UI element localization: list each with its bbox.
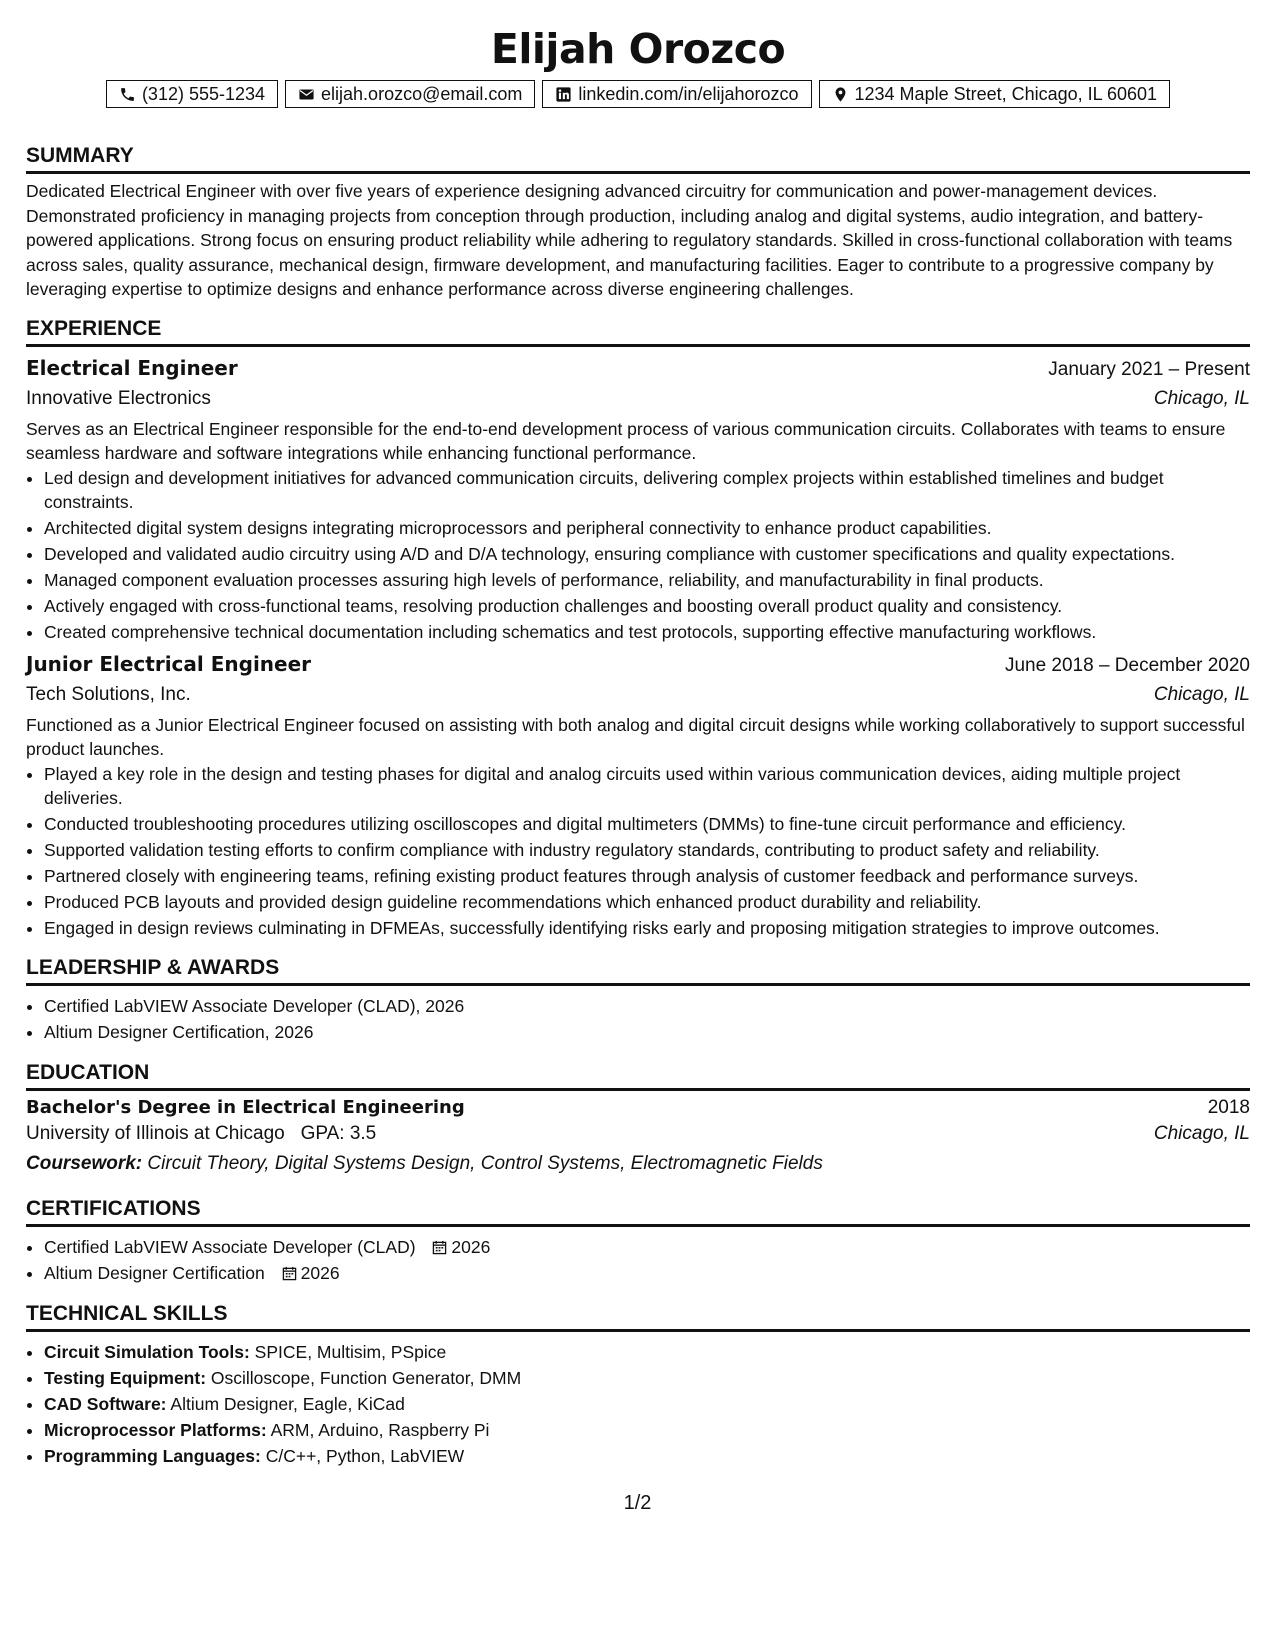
graduation-year: 2018 bbox=[1207, 1097, 1250, 1118]
job-company-row bbox=[26, 680, 1250, 710]
job-title: Junior Electrical Engineer bbox=[26, 651, 312, 676]
list-item: • Altium Designer Certification, 2026 bbox=[44, 1020, 1250, 1045]
skill-value: Altium Designer, Eagle, KiCad bbox=[170, 1393, 405, 1414]
job-bullets bbox=[26, 466, 1250, 645]
list-item bbox=[44, 1340, 1250, 1365]
skill-label: Circuit Simulation Tools: bbox=[44, 1341, 250, 1362]
list-item: • Actively engaged with cross-functional teams, resolving production challenges and boosting overall product quality and consistency. bbox=[44, 594, 1250, 619]
list-item: • Produced PCB layouts and provided design guideline recommendations which enhanced product durability and reliability. bbox=[44, 890, 1250, 915]
list-item: • Managed component evaluation processes assuring high levels of performance, reliability, and manufacturability in final products. bbox=[44, 568, 1250, 593]
job-description: Serves as an Electrical Engineer responsible for the end-to-end development process of various communication circuits. Collaborates with teams to ensure seamless hardware and software integrations while enhancing functional performance. bbox=[26, 418, 1226, 463]
phone-icon bbox=[119, 86, 136, 103]
map-pin-icon bbox=[832, 86, 849, 103]
job-description: Functioned as a Junior Electrical Engineer focused on assisting with both analog and digital circuit designs while working collaboratively to support successful product launches. bbox=[26, 714, 1245, 759]
coursework-label: Coursework: bbox=[26, 1153, 143, 1174]
calendar-icon bbox=[282, 1266, 297, 1281]
section-title-leadership: LEADERSHIP & AWARDS bbox=[26, 953, 1250, 986]
skills-list bbox=[26, 1340, 1250, 1469]
cert-year: 2026 bbox=[300, 1263, 340, 1283]
list-item: • Played a key role in the design and testing phases for digital and analog circuits used within various communication devices, aiding multiple project deliveries. bbox=[44, 762, 1250, 811]
list-item: • Certified LabVIEW Associate Developer (CLAD), 2026 bbox=[44, 994, 1250, 1019]
linkedin-chip[interactable] bbox=[542, 80, 811, 108]
school-name: University of Illinois at Chicago bbox=[26, 1123, 285, 1144]
list-item: • Partnered closely with engineering teams, refining existing product features through analysis of customer feedback and performance surveys. bbox=[44, 864, 1250, 889]
experience-section bbox=[26, 314, 1250, 941]
list-item bbox=[44, 1261, 1250, 1286]
section-title-experience: EXPERIENCE bbox=[26, 314, 1250, 347]
education-header bbox=[26, 1097, 1250, 1119]
candidate-name: Elijah Orozco bbox=[490, 25, 786, 73]
degree-title: Bachelor's Degree in Electrical Engineering bbox=[26, 1097, 465, 1118]
education-section bbox=[26, 1058, 1250, 1179]
calendar-icon bbox=[432, 1240, 447, 1255]
job-company: Tech Solutions, Inc. bbox=[26, 683, 191, 705]
job-company-row bbox=[26, 384, 1250, 414]
job-date: January 2021 – Present bbox=[1048, 358, 1250, 380]
job-entry bbox=[26, 649, 1250, 941]
skill-label: Microprocessor Platforms: bbox=[44, 1419, 267, 1440]
email-chip[interactable] bbox=[285, 80, 535, 108]
cert-name: Altium Designer Certification bbox=[44, 1263, 265, 1283]
coursework-list: Circuit Theory, Digital Systems Design, Control Systems, Electromagnetic Fields bbox=[147, 1153, 823, 1174]
list-item: • Conducted troubleshooting procedures utilizing oscilloscopes and digital multimeters (DMMs) to fine-tune circuit performance and efficiency. bbox=[44, 812, 1250, 837]
summary-section bbox=[26, 141, 1250, 302]
list-item: • Engaged in design reviews culminating in DFMEAs, successfully identifying risks early and proposing mitigation strategies to improve outcomes. bbox=[44, 916, 1250, 941]
skill-label: CAD Software: bbox=[44, 1393, 167, 1414]
summary-text: Dedicated Electrical Engineer with over five years of experience designing advanced circuitry for communication and power-management devices. Demonstrated proficiency in managing projects from conception through production, including analog and digital systems, audio integration, and battery-powered applications. Strong focus on ensuring product reliability while adhering to regulatory standards. Skilled in cross-functional collaboration with teams across sales, quality assurance, mechanical design, firmware development, and manufacturing facilities. Eager to contribute to a progressive company by leveraging expertise to optimize designs and enhance performance across diverse engineering challenges. bbox=[26, 181, 1233, 299]
list-item bbox=[44, 1366, 1250, 1391]
skill-value: SPICE, Multisim, PSpice bbox=[254, 1341, 447, 1362]
contact-bar bbox=[26, 80, 1250, 108]
section-title-certifications: CERTIFICATIONS bbox=[26, 1194, 1250, 1227]
list-item bbox=[44, 1235, 1250, 1260]
list-item: • Led design and development initiatives for advanced communication circuits, delivering complex projects within established timelines and budget constraints. bbox=[44, 466, 1250, 515]
job-title: Electrical Engineer bbox=[26, 355, 238, 380]
list-item bbox=[44, 1418, 1250, 1443]
skill-value: ARM, Arduino, Raspberry Pi bbox=[270, 1419, 490, 1440]
list-item bbox=[44, 1444, 1250, 1469]
job-bullets bbox=[26, 762, 1250, 941]
certifications-list bbox=[26, 1235, 1250, 1286]
email-text: elijah.orozco@email.com bbox=[321, 83, 523, 104]
section-title-skills: TECHNICAL SKILLS bbox=[26, 1299, 1250, 1332]
gpa: GPA: 3.5 bbox=[300, 1123, 377, 1144]
job-location: Chicago, IL bbox=[1153, 683, 1250, 705]
section-title-education: EDUCATION bbox=[26, 1058, 1250, 1091]
skill-value: C/C++, Python, LabVIEW bbox=[265, 1445, 465, 1466]
page-number: 1/2 bbox=[623, 1492, 652, 1514]
job-company: Innovative Electronics bbox=[26, 387, 211, 409]
skill-label: Testing Equipment: bbox=[44, 1367, 207, 1388]
leadership-list bbox=[26, 994, 1250, 1045]
cert-name: Certified LabVIEW Associate Developer (CLAD) bbox=[44, 1237, 416, 1257]
job-header bbox=[26, 649, 1250, 680]
envelope-icon bbox=[298, 86, 315, 103]
section-title-summary: SUMMARY bbox=[26, 141, 1250, 174]
certifications-section bbox=[26, 1194, 1250, 1286]
job-entry bbox=[26, 353, 1250, 645]
list-item: • Supported validation testing efforts to confirm compliance with industry regulatory standards, contributing to product safety and reliability. bbox=[44, 838, 1250, 863]
school-location: Chicago, IL bbox=[1153, 1123, 1250, 1144]
skill-label: Programming Languages: bbox=[44, 1445, 261, 1466]
coursework bbox=[26, 1149, 1250, 1179]
skill-value: Oscilloscope, Function Generator, DMM bbox=[210, 1367, 522, 1388]
school-row bbox=[26, 1119, 1250, 1149]
list-item: • Created comprehensive technical documentation including schematics and test protocols, supporting effective manufacturing workflows. bbox=[44, 620, 1250, 645]
job-location: Chicago, IL bbox=[1153, 387, 1250, 409]
phone-text: (312) 555-1234 bbox=[141, 83, 266, 104]
list-item: • Architected digital system designs integrating microprocessors and peripheral connectivity to enhance product capabilities. bbox=[44, 516, 1250, 541]
job-date: June 2018 – December 2020 bbox=[1004, 654, 1250, 676]
leadership-section bbox=[26, 953, 1250, 1045]
skills-section bbox=[26, 1299, 1250, 1469]
linkedin-icon bbox=[555, 86, 572, 103]
linkedin-text: linkedin.com/in/elijahorozco bbox=[578, 83, 799, 104]
address-chip[interactable] bbox=[819, 80, 1171, 108]
job-header bbox=[26, 353, 1250, 384]
address-text: 1234 Maple Street, Chicago, IL 60601 bbox=[854, 83, 1158, 104]
list-item: • Developed and validated audio circuitry using A/D and D/A technology, ensuring compliance with customer specifications and quality expectations. bbox=[44, 542, 1250, 567]
list-item bbox=[44, 1392, 1250, 1417]
phone-chip[interactable] bbox=[106, 80, 278, 108]
resume-page bbox=[26, 0, 1250, 1470]
cert-year: 2026 bbox=[451, 1237, 491, 1257]
